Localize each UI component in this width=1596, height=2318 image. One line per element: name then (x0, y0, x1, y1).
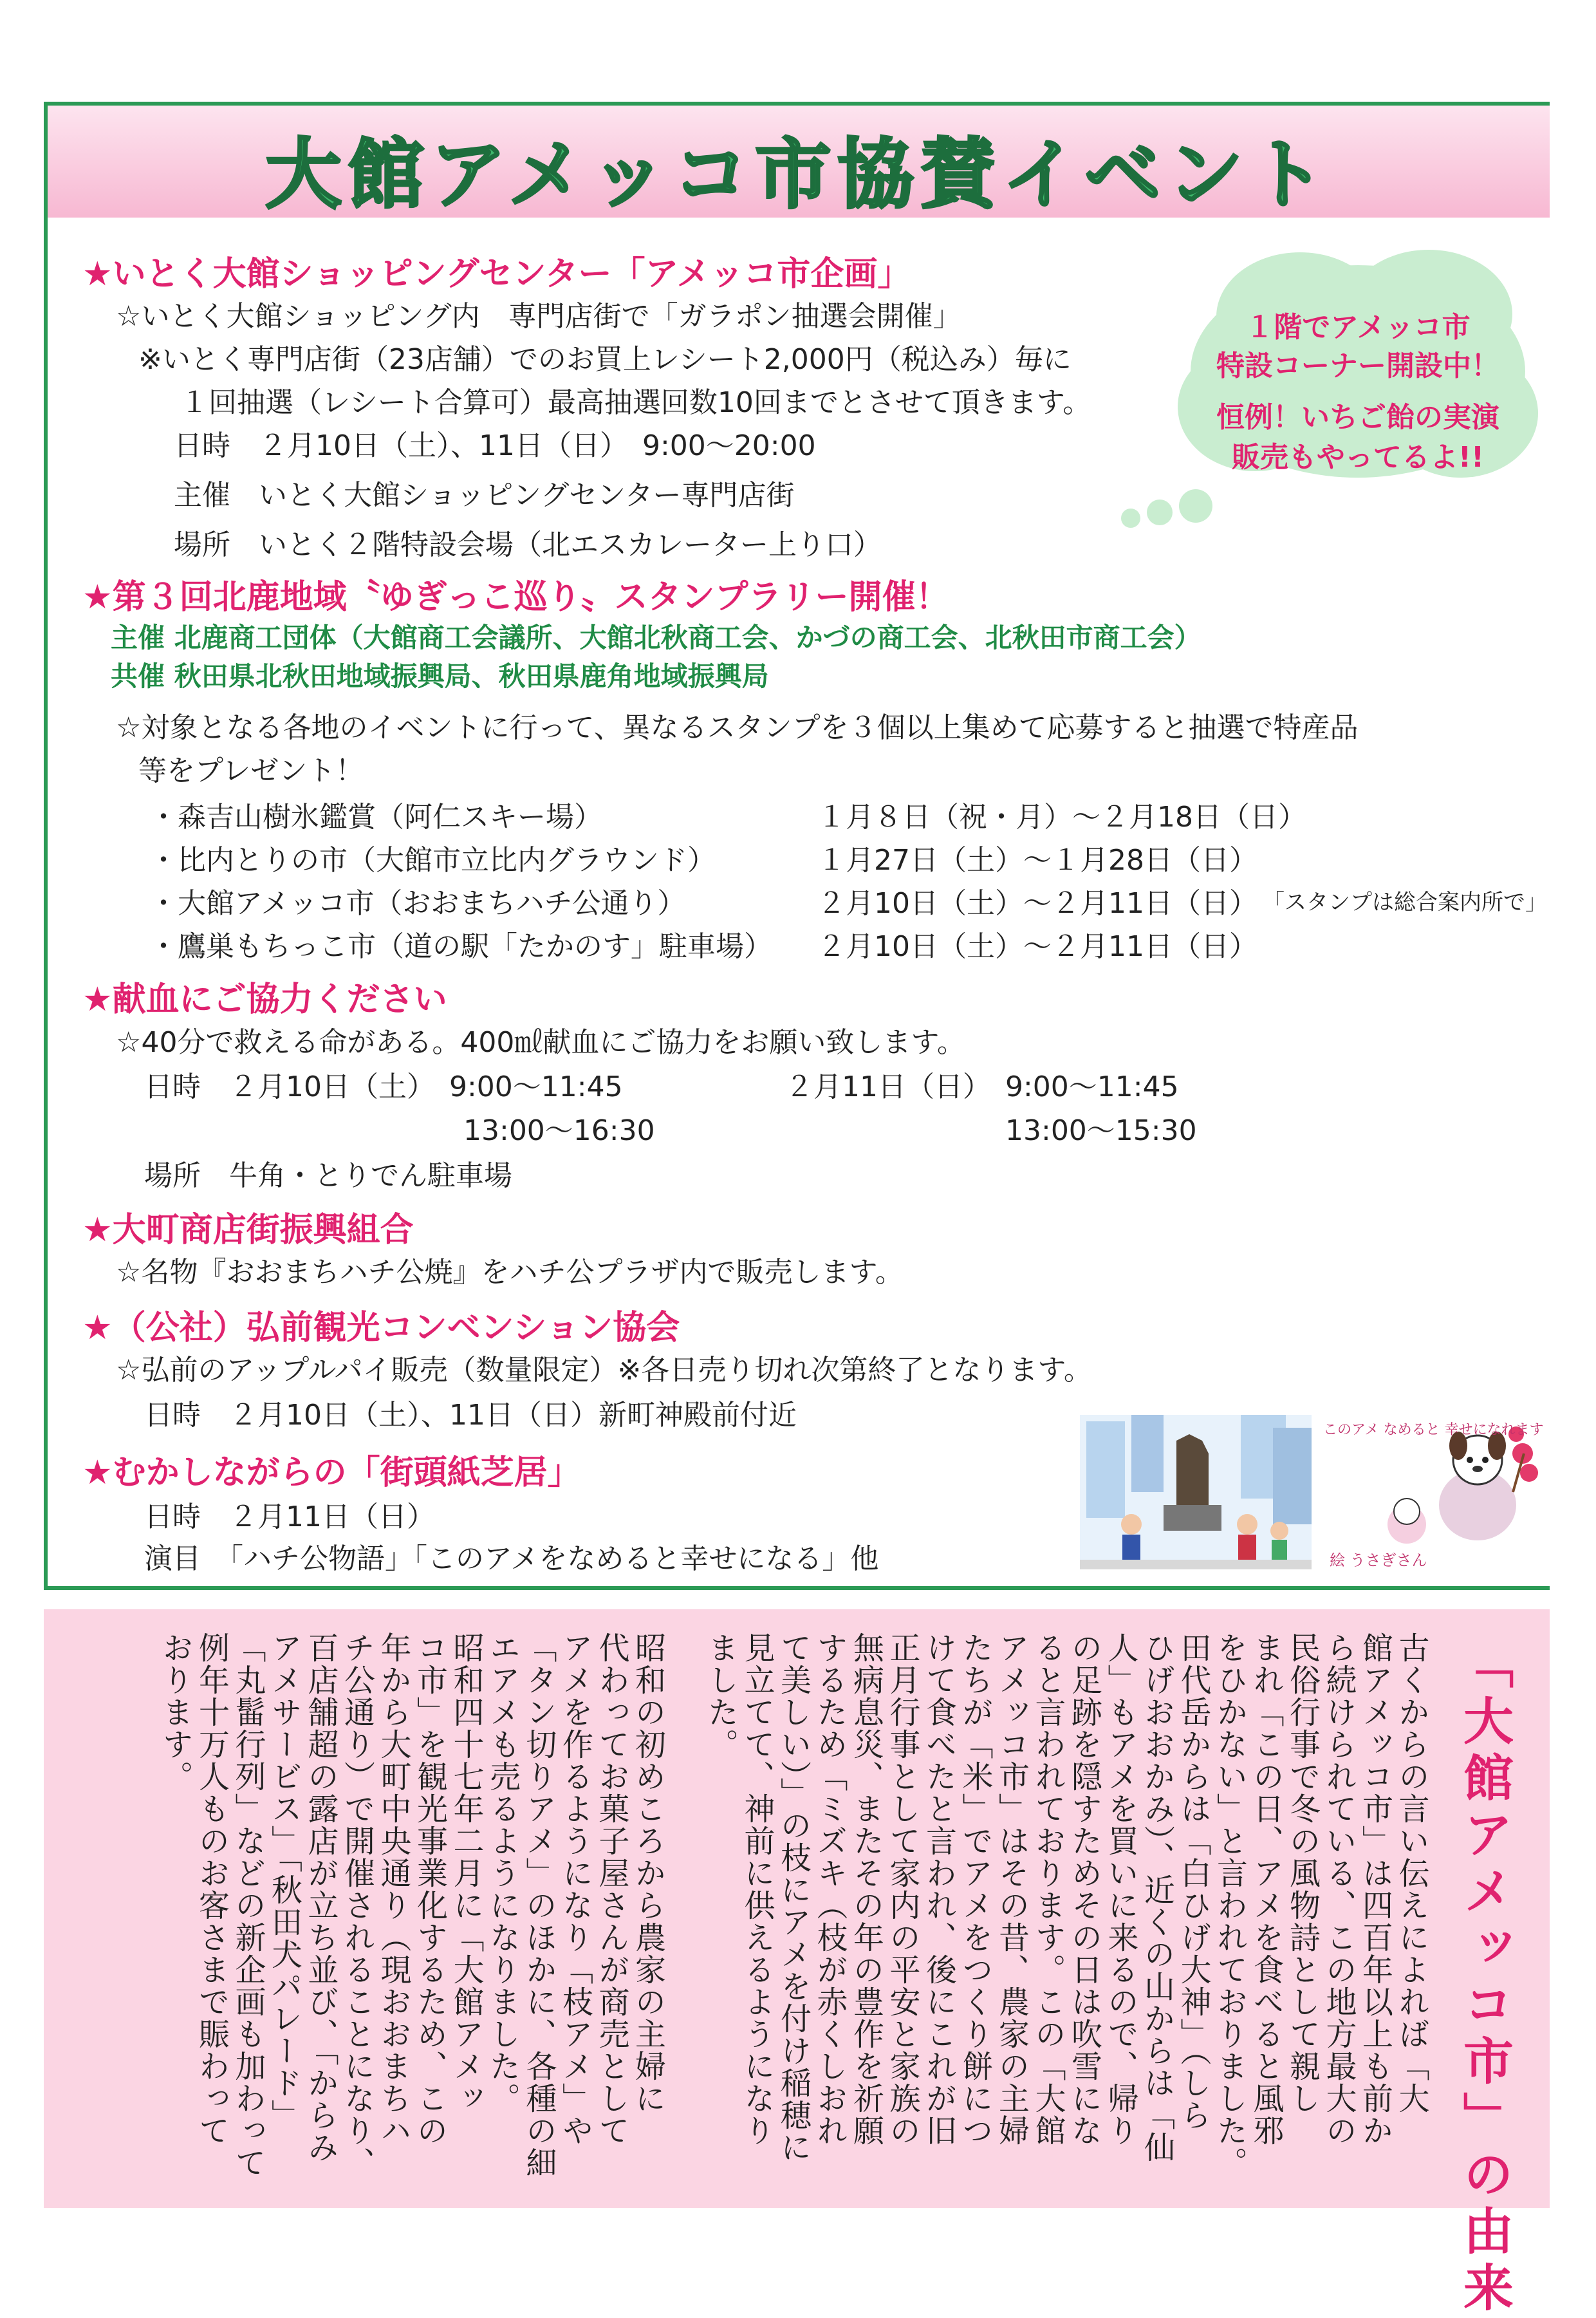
origin-column: 古くからの言い伝えによれば「大 (1393, 1632, 1429, 2115)
origin-column: 「タン切りアメ」のほかに、各種の細 (521, 1632, 557, 2179)
blood-date-2-afternoon: 13:00～15:30 (1005, 1114, 1197, 1147)
stamp-event-name: ・比内とりの市（大館市立比内グラウンド） (149, 844, 716, 877)
blood-date-2: ２月11日（日） 9:00～11:45 (785, 1070, 1179, 1103)
stamp-event-date: ２月10日（土）～２月11日（日） (817, 887, 1257, 920)
section-blood-heading: ★献血にご協力ください (82, 980, 447, 1019)
origin-column: 代わってお菓子屋さんが商売として (593, 1632, 629, 2147)
hirosaki-line-1: ☆弘前のアップルパイ販売（数量限定）※各日売り切れ次第終了となります。 (116, 1354, 1092, 1387)
origin-column: たちが「米」でアメをつくり餅につ (957, 1632, 993, 2147)
section-stamp-heading: ★第３回北鹿地域〝ゆぎっこ巡り〟スタンプラリー開催！ (82, 578, 949, 617)
cloud-line-3: 恒例！いちご飴の実演 (1216, 401, 1499, 434)
stamp-organizer: 主催 北鹿商工団体（大館商工会議所、大館北秋商工会、かづの商工会、北秋田市商工会） (111, 622, 1202, 653)
stamp-event-date: １月８日（祝・月）～２月18日（日） (817, 801, 1306, 834)
ito-line-1: ☆いとく大館ショッピング内 専門店街で「ガラポン抽選会開催」 (116, 300, 961, 333)
origin-column: アメサービス」「秋田犬パレード」 (266, 1632, 302, 2131)
promo-cloud (1191, 265, 1525, 503)
stamp-event-name: ・鷹巣もちっこ市（道の駅「たかのす」駐車場） (149, 930, 772, 963)
origin-column: コ市」を観光事業化するため、この (411, 1632, 448, 2147)
origin-column: エアメも売るようになりました。 (484, 1632, 521, 2115)
blood-date-1-afternoon: 13:00～16:30 (463, 1114, 655, 1147)
kamishibai-program: 演目 「ハチ公物語」「このアメをなめると幸せになる」他 (144, 1542, 879, 1575)
origin-column: 昭和の初めころから農家の主婦に (629, 1632, 666, 2115)
stamp-event-name: ・森吉山樹氷鑑賞（阿仁スキー場） (149, 801, 602, 834)
blood-line-1: ☆40分で救える命がある。400㎖献血にご協力をお願い致します。 (116, 1026, 965, 1059)
origin-column: ひげおおかみ）、近くの山からは「仙 (1138, 1632, 1175, 2164)
blood-date-1: 日時 ２月10日（土） 9:00～11:45 (144, 1070, 623, 1103)
origin-column: するため「ミズキ（枝が赤くしおれ (812, 1632, 848, 2147)
origin-column: アメを作るようになり「枝アメ」や (557, 1632, 593, 2147)
origin-column: 館アメッコ市」は四百年以上も前か (1357, 1632, 1393, 2147)
ito-organizer: 主催 いとく大館ショッピングセンター専門店街 (174, 479, 795, 512)
stamp-event-date: １月27日（土）～１月28日（日） (817, 844, 1257, 877)
origin-column: ら続けられている、この地方最大の (1321, 1632, 1357, 2147)
origin-column: 例年十万人ものお客さまで賑わって (193, 1632, 230, 2147)
stamp-event-name: ・大館アメッコ市（おおまちハチ公通り） (149, 887, 686, 920)
origin-column: チ公通り）で開催されることになり、 (339, 1632, 375, 2179)
section-kamishibai-heading: ★むかしながらの「街頭紙芝居」 (82, 1453, 581, 1492)
origin-column: 「丸髷行列」などの新企画も加わって (230, 1632, 266, 2179)
blood-place: 場所 牛角・とりでん駐車場 (144, 1159, 512, 1192)
stamp-line-1: ☆対象となる各地のイベントに行って、異なるスタンプを３個以上集めて応募すると抽選で特産品 (116, 711, 1359, 744)
kamishibai-datetime: 日時 ２月11日（日） (144, 1500, 435, 1533)
amekko-character-illustration (1317, 1415, 1548, 1569)
origin-column: ました。 (702, 1632, 739, 1761)
origin-column: けて食べたと言われ、後にこれが旧 (920, 1632, 957, 2147)
origin-column: 昭和四十七年二月に「大館アメッ (448, 1632, 484, 2115)
ito-line-2: ※いとく専門店街（23店舗）でのお買上レシート2,000円（税込み）毎に (138, 343, 1072, 376)
origin-column: 年から大町中央通り（現おおまちハ (375, 1632, 411, 2147)
ito-place: 場所 いとく２階特設会場（北エスカレーター上り口） (174, 528, 882, 561)
origin-column: をひかない」と言われておりました。 (1211, 1632, 1248, 2179)
origin-column: 田代岳からは「白ひげ大神」（しら (1175, 1632, 1211, 2131)
origin-column: 民俗行事で冬の風物詩として親し (1284, 1632, 1321, 2115)
illustration-artist: 絵 うさぎさん (1330, 1551, 1427, 1569)
cloud-line-2: 特設コーナー開設中！ (1216, 350, 1499, 382)
stamp-event-date: ２月10日（土）～２月11日（日） (817, 930, 1257, 963)
origin-column: 人」もアメを買いに来るので、帰り (1102, 1632, 1138, 2147)
origin-title: 「大館アメッコ市」の由来 (1455, 1638, 1513, 2318)
omachi-line-1: ☆名物『おおまちハチ公焼』をハチ公プラザ内で販売します。 (116, 1256, 904, 1289)
hirosaki-datetime: 日時 ２月10日（土）、11日（日）新町神殿前付近 (144, 1399, 797, 1432)
origin-column: おります。 (157, 1632, 193, 1793)
title-band (48, 106, 1550, 218)
cloud-line-4: 販売もやってるよ!! (1231, 441, 1485, 474)
origin-column: の足跡を隠すためその日は吹雪にな (1066, 1632, 1102, 2147)
stamp-cosponsor: 共催 秋田県北秋田地域振興局、秋田県鹿角地域振興局 (111, 660, 769, 692)
section-hirosaki-heading: ★（公社）弘前観光コンベンション協会 (82, 1309, 680, 1347)
origin-column: ると言われております。この「大館 (1030, 1632, 1066, 2147)
section-omachi-heading: ★大町商店街振興組合 (82, 1211, 414, 1249)
ito-datetime: 日時 ２月10日（土）、11日（日） 9:00～20:00 (174, 429, 816, 462)
hachiko-street-illustration (1080, 1415, 1312, 1569)
origin-column: 百店舗超の露店が立ち並び、「からみ (302, 1632, 339, 2164)
cloud-line-1: １階でアメッコ市 (1245, 311, 1471, 344)
cloud-dot-1 (1121, 509, 1140, 528)
cloud-dot-2 (1147, 500, 1173, 525)
origin-column: 見立てて、神前に供えるようになり (739, 1632, 775, 2147)
origin-column: て美しい）」の枝にアメを付け稲穂に (775, 1632, 812, 2164)
page-title: 大館アメッコ市協賛イベント (265, 130, 1332, 219)
illustration-caption: このアメ なめると 幸せになれます (1323, 1422, 1544, 1438)
cloud-dot-3 (1179, 489, 1212, 523)
origin-column: まれ「この日、アメを食べると風邪 (1248, 1632, 1284, 2147)
origin-column: アメッコ市」はその昔、農家の主婦 (993, 1632, 1030, 2147)
stamp-line-2: 等をプレゼント！ (138, 754, 364, 787)
origin-column: 無病息災、またその年の豊作を祈願 (848, 1632, 884, 2147)
stamp-event-note: 「スタンプは総合案内所で」 (1263, 890, 1547, 915)
ito-line-3: １回抽選（レシート合算可）最高抽選回数10回までとさせて頂きます。 (180, 386, 1091, 419)
origin-column: 正月行事として家内の平安と家族の (884, 1632, 920, 2147)
section-ito-heading: ★いとく大館ショッピングセンター「アメッコ市企画」 (82, 255, 911, 294)
